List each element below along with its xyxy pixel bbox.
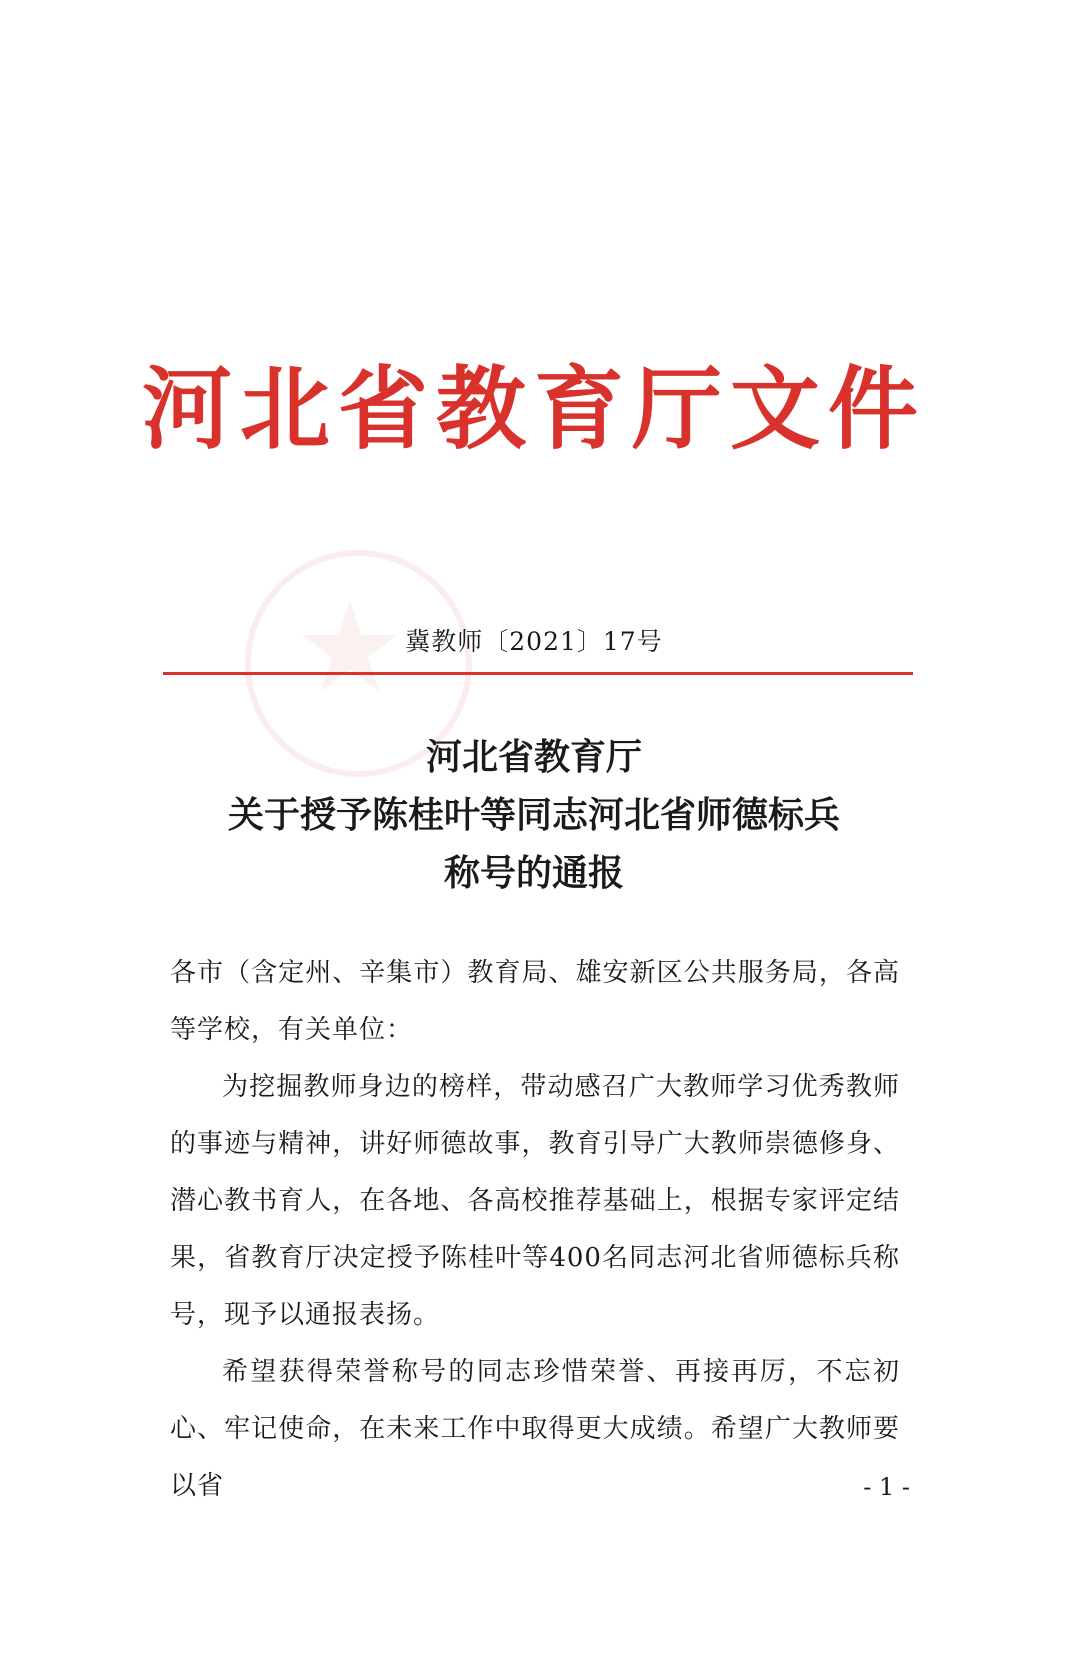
title-line-3: 称号的通报	[443, 852, 624, 894]
body-text	[170, 945, 900, 1515]
document-number: 冀教师〔2021〕17号	[405, 627, 663, 656]
title-line-2: 关于授予陈桂叶等同志河北省师德标兵	[227, 794, 840, 836]
red-divider-line	[163, 672, 913, 675]
salutation: 各市（含定州、辛集市）教育局、雄安新区公共服务局，各高等学校，有关单位：	[170, 958, 900, 1045]
paragraph: 希望获得荣誉称号的同志珍惜荣誉、再接再厉，不忘初心、牢记使命，在未来工作中取得更大成绩。希望广大教师要以省	[170, 1357, 900, 1501]
page-number: - 1 -	[863, 1473, 910, 1501]
paragraph: 为挖掘教师身边的榜样，带动感召广大教师学习优秀教师的事迹与精神，讲好师德故事，教育引导广大教师崇德修身、潜心教书育人，在各地、各高校推荐基础上，根据专家评定结果，省教育厅决定授予陈桂叶等400名同志河北省师德标兵称号，现予以通报表扬。	[170, 1072, 900, 1330]
title-line-1: 河北省教育厅	[425, 736, 642, 778]
masthead-title: 河北省教育厅文件	[142, 357, 926, 462]
notice-title	[0, 728, 1068, 902]
